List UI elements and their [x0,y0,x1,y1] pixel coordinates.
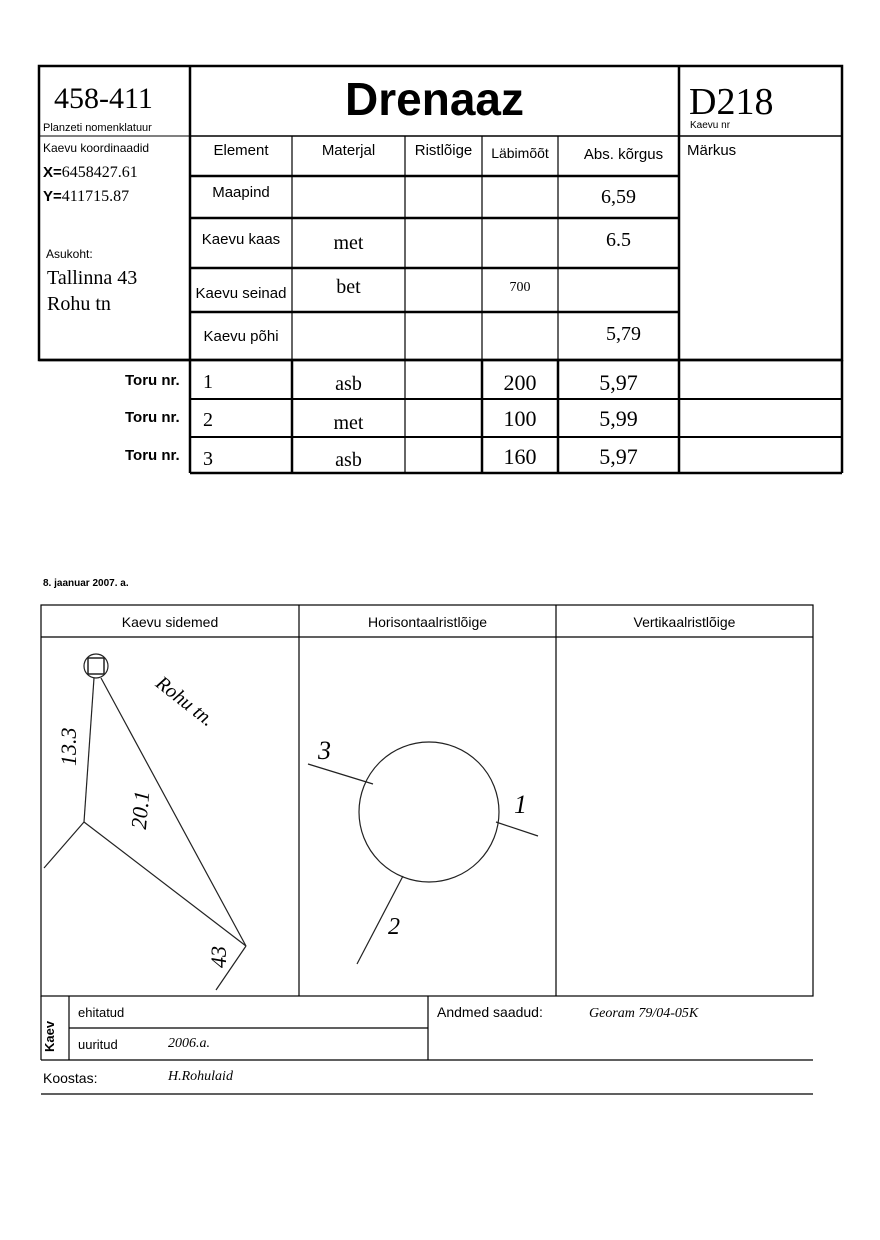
data-source-value: Georam 79/04-05K [589,1006,699,1021]
pipe-label: Toru nr. [125,372,180,389]
section-well-ties: Kaevu sidemed [121,614,219,630]
col-remarks: Märkus [687,142,737,159]
pipe-diameter: 100 [503,406,537,431]
document-title: Drenaaz [345,73,524,125]
element-diameter: 700 [509,280,531,295]
col-element: Element [213,142,269,159]
sketch-street: Rohu tn. [151,672,219,732]
element-abs: 6.5 [606,229,631,251]
sketch-house-number: 43 [206,946,231,968]
section-horizontal: Horisontaalristlõige [367,614,488,630]
element-material: met [333,232,364,254]
section-vertical: Vertikaalristlõige [633,614,736,630]
element-abs: 5,79 [606,323,641,345]
pipe-label-1: 1 [514,790,527,819]
element-name: Kaevu seinad [195,285,287,302]
pipe-label-3: 3 [318,736,331,765]
sketch-distance-1: 13.3 [56,727,81,766]
built-label: ehitatud [78,1005,125,1020]
element-name: Kaevu põhi [203,328,279,345]
col-diameter: Läbimõõt [491,145,549,161]
col-abs-height: Abs. kõrgus [583,146,664,163]
pipe-diameter: 160 [503,444,537,469]
pipe-material: asb [335,373,362,395]
sketch-distance-2: 20.1 [126,789,155,831]
y-coordinate [43,188,129,206]
pipe-material: met [333,412,364,434]
location-line-1: Tallinna 43 [47,267,138,289]
x-label: X= [43,164,62,181]
compiled-value: H.Rohulaid [168,1069,233,1084]
pipe-abs: 5,97 [599,370,638,395]
location-line-2: Rohu tn [47,293,111,315]
y-label: Y= [43,188,62,205]
element-name: Maapind [212,184,270,201]
col-cross-section: Ristlõige [414,142,473,159]
element-name: Kaevu kaas [201,231,281,248]
horizontal-section-sketch [308,742,538,964]
x-coordinate [43,164,138,182]
well-number-label: Kaevu nr [690,120,731,131]
pipe-number: 1 [203,371,213,393]
pipe-label-2: 2 [388,914,400,940]
nomenclature-value: 458-411 [54,82,153,115]
surveyed-value: 2006.a. [168,1036,210,1051]
pipe-number: 3 [203,448,213,470]
pipe-diameter: 200 [503,370,537,395]
coords-label: Kaevu koordinaadid [43,141,150,155]
well-number-value: D218 [689,81,774,123]
pipe-abs: 5,99 [599,406,638,431]
element-material: bet [336,276,361,298]
x-value: 6458427.61 [61,164,138,181]
surveyed-label: uuritud [78,1037,118,1052]
nomenclature-label: Planzeti nomenklatuur [43,122,152,134]
date: 8. jaanuar 2007. a. [43,578,129,589]
col-material: Materjal [321,142,376,159]
location-label: Asukoht: [46,247,93,261]
pipe-number: 2 [203,409,213,431]
data-source-label: Andmed saadud: [437,1004,543,1020]
compiled-label: Koostas: [43,1070,98,1086]
kaev-label: Kaev [42,1020,57,1052]
pipe-label: Toru nr. [125,409,180,426]
pipe-material: asb [335,449,362,471]
pipe-label: Toru nr. [125,447,180,464]
y-value: 411715.87 [61,188,130,205]
element-abs: 6,59 [601,186,636,208]
pipe-abs: 5,97 [599,444,638,469]
